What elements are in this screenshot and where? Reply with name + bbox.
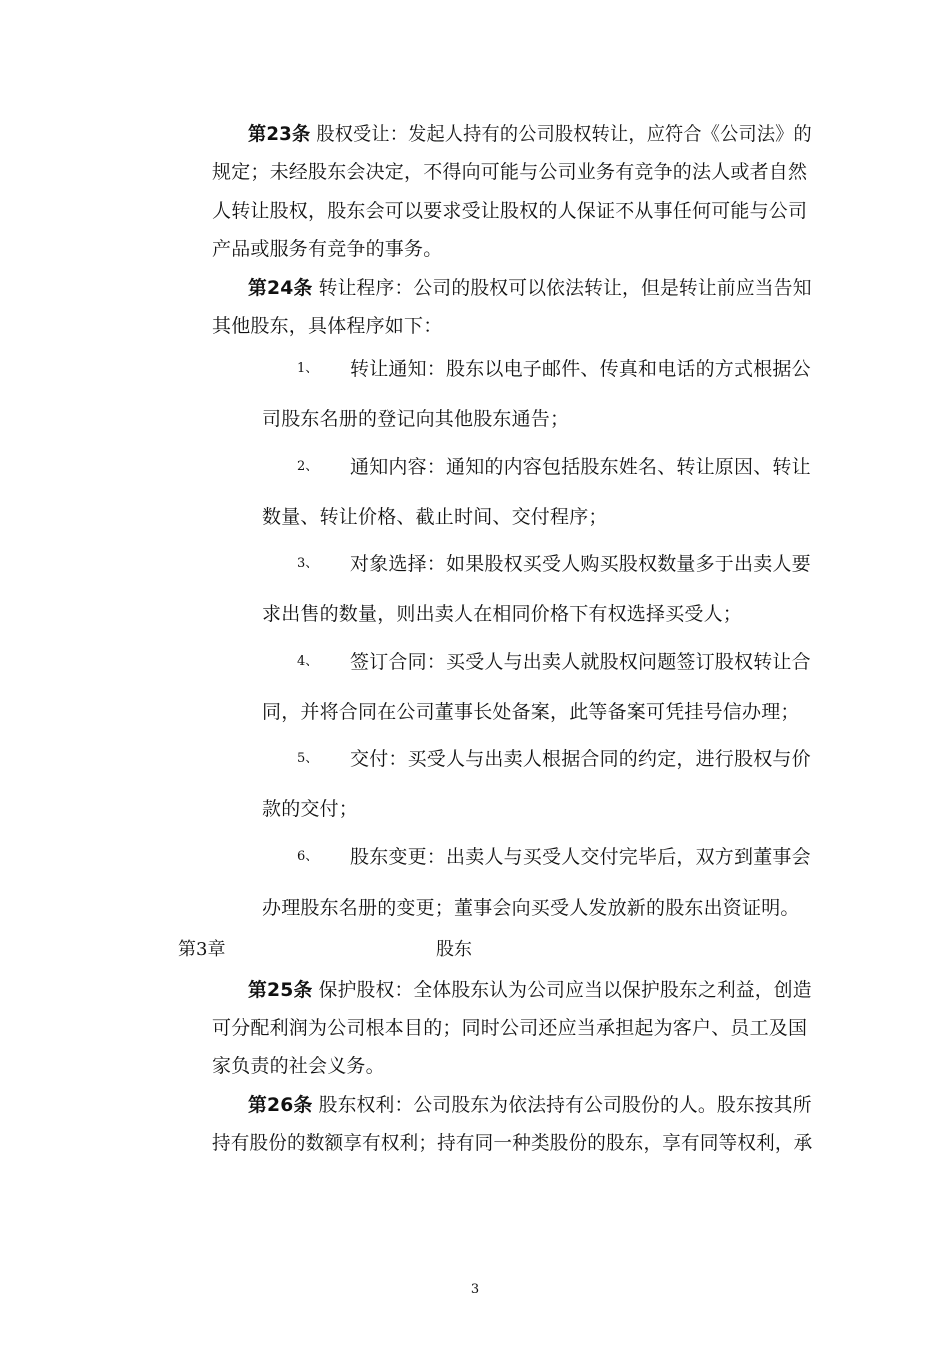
article-23-line-1 [248,122,812,146]
procedure-4-line-2: 同，并将合同在公司董事长处备案，此等备案可凭挂号信办理； [262,701,800,723]
article-25-line-3: 家负责的社会义务。 [212,1055,385,1077]
article-23-line-2: 规定；未经股东会决定，不得向可能与公司业务有竞争的法人或者自然 [212,161,808,183]
article-23-text-1: 股权受让：发起人持有的公司股权转让，应符合《公司法》的 [310,123,812,145]
procedure-5-line-2: 款的交付； [262,798,359,820]
procedure-2-line-1: 通知内容：通知的内容包括股东姓名、转让原因、转让 [350,456,811,478]
article-25-line-2: 可分配利润为公司根本目的；同时公司还应当承担起为客户、员工及国 [212,1017,808,1039]
article-25-number: 第25条 [248,979,313,1001]
procedure-6-line-1: 股东变更：出卖人与买受人交付完毕后，双方到董事会 [350,846,811,868]
procedure-3-line-2: 求出售的数量，则出卖人在相同价格下有权选择买受人； [262,603,743,625]
article-23-line-4: 产品或服务有竞争的事务。 [212,238,443,260]
chapter-label: 第3章 [178,939,226,960]
procedure-4-number: 4、 [297,654,319,669]
procedure-2-number: 2、 [297,459,319,474]
page-number: 3 [470,1282,480,1297]
procedure-3-line-1: 对象选择：如果股权买受人购买股权数量多于出卖人要 [350,553,811,575]
procedure-6-number: 6、 [297,849,319,864]
article-26-line-2: 持有股份的数额享有权利；持有同一种类股份的股东，享有同等权利，承 [212,1132,813,1154]
procedure-5-line-1: 交付：买受人与出卖人根据合同的约定，进行股权与价 [350,748,811,770]
procedure-3-number: 3、 [297,556,319,571]
article-26-number: 第26条 [248,1094,313,1116]
procedure-5-number: 5、 [297,751,319,766]
article-24-text-1: 转让程序：公司的股权可以依法转让，但是转让前应当告知 [312,277,812,299]
article-24-line-2: 其他股东，具体程序如下： [212,315,443,337]
article-24-number: 第24条 [248,277,313,299]
article-26-text-1: 股东权利：公司股东为依法持有公司股份的人。股东按其所 [312,1094,812,1116]
procedure-4-line-1: 签订合同：买受人与出卖人就股权问题签订股权转让合 [350,651,811,673]
article-25-line-1 [248,978,812,1002]
chapter-title: 股东 [436,939,472,960]
procedure-1-number: 1、 [297,361,319,376]
article-23-number: 第23条 [248,123,311,145]
procedure-1-line-1: 转让通知：股东以电子邮件、传真和电话的方式根据公 [350,358,811,380]
article-26-line-1 [248,1093,812,1117]
article-25-text-1: 保护股权：全体股东认为公司应当以保护股东之利益，创造 [312,979,812,1001]
article-23-line-3: 人转让股权，股东会可以要求受让股权的人保证不从事任何可能与公司 [212,200,808,222]
article-24-line-1 [248,276,812,300]
procedure-1-line-2: 司股东名册的登记向其他股东通告； [262,408,570,430]
procedure-2-line-2: 数量、转让价格、截止时间、交付程序； [262,506,608,528]
procedure-6-line-2: 办理股东名册的变更；董事会向买受人发放新的股东出资证明。 [262,897,800,919]
